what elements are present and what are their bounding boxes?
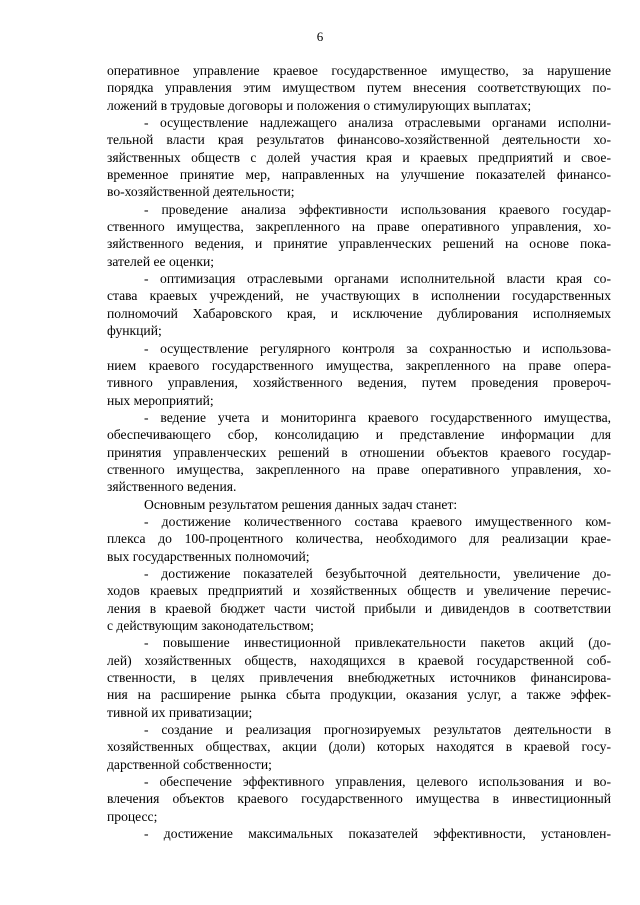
text-line: ления в краевой бюджет части чистой прибыли и дивидендов в соответствии <box>107 600 611 616</box>
text-line: плекса до 100-процентного количества, необходимого для реализации крае- <box>107 531 611 547</box>
text-line: - проведение анализа эффективности использования краевого государ- <box>144 201 611 217</box>
text-line: става краевых учреждений, не участвующих в исполнении государственных <box>107 288 611 304</box>
text-line: зяйственных обществ с долей участия края и краевых предприятий и свое- <box>107 149 611 165</box>
text-line: зяйственного ведения, и принятие управленческих решений на основе пока- <box>107 236 611 252</box>
text-line: лей) хозяйственных обществ, находящихся в краевой государственной соб- <box>107 652 611 668</box>
text-line: порядка управления этим имуществом путем внесения соответствующих по- <box>107 80 611 96</box>
text-line: тельной власти края результатов финансово-хозяйственной деятельности хо- <box>107 132 611 148</box>
document-body <box>107 62 611 842</box>
text-line: - осуществление надлежащего анализа отраслевыми органами исполни- <box>144 115 611 131</box>
text-line: дарственной собственности; <box>107 756 272 772</box>
text-line: зяйственного ведения. <box>107 479 237 495</box>
text-line: процесс; <box>107 808 158 824</box>
text-line: ственного имущества, закрепленного на праве оперативного управления, хо- <box>107 461 611 477</box>
text-line: - обеспечение эффективного управления, целевого использования и во- <box>144 774 611 790</box>
page-number: 6 <box>316 29 324 44</box>
text-line: ственного имущества, закрепленного на праве оперативного управления, хо- <box>107 219 611 235</box>
text-line: ственности, в целях привлечения внебюджетных источников финансирова- <box>107 670 611 686</box>
text-line: хозяйственных обществах, акции (доли) которых находятся в краевой госу- <box>107 739 611 755</box>
text-line: ложений в трудовые договоры и положения о стимулирующих выплатах; <box>107 97 532 113</box>
text-line: - создание и реализация прогнозируемых результатов деятельности в <box>144 722 611 738</box>
text-line: ных мероприятий; <box>107 392 214 408</box>
text-line: - повышение инвестиционной привлекательности пакетов акций (до- <box>144 635 611 651</box>
text-line: оперативное управление краевое государственное имущество, за нарушение <box>107 63 611 78</box>
text-line: - достижение показателей безубыточной деятельности, увеличение до- <box>144 565 611 581</box>
text-line: во-хозяйственной деятельности; <box>107 184 295 200</box>
text-line: - осуществление регулярного контроля за сохранностью и использова- <box>144 340 611 356</box>
text-line: зателей ее оценки; <box>107 253 215 269</box>
text-line: - ведение учета и мониторинга краевого государственного имущества, <box>144 409 611 425</box>
text-line: функций; <box>107 323 162 339</box>
text-line: влечения объектов краевого государственного имущества в инвестиционный <box>107 791 611 807</box>
text-line: нием краевого государственного имущества, закрепленного на праве опера- <box>107 357 611 373</box>
text-line: вых государственных полномочий; <box>107 548 310 564</box>
text-line: Основным результатом решения данных задач станет: <box>144 496 458 512</box>
text-line: полномочий Хабаровского края, и исключение дублирования исполняемых <box>107 305 611 321</box>
text-line: тивного управления, хозяйственного ведения, путем проведения провероч- <box>107 375 611 391</box>
text-line: обеспечивающего сбор, консолидацию и представление информации для <box>107 427 611 443</box>
text-line: тивной их приватизации; <box>107 704 253 720</box>
text-line: - оптимизация отраслевыми органами исполнительной власти края со- <box>144 271 611 287</box>
text-line: - достижение количественного состава краевого имущественного ком- <box>144 513 611 529</box>
text-line: с действующим законодательством; <box>107 618 314 633</box>
text-line: временное принятие мер, направленных на улучшение показателей финансо- <box>107 167 611 183</box>
text-line: ния на расширение рынка сбыта продукции, оказания услуг, а также эффек- <box>107 687 611 703</box>
text-line: - достижение максимальных показателей эффективности, установлен- <box>144 826 611 842</box>
text-line: принятия управленческих решений в отношении объектов краевого государ- <box>107 444 611 460</box>
text-line: ходов краевых предприятий и хозяйственных обществ и увеличение перечис- <box>107 583 611 599</box>
